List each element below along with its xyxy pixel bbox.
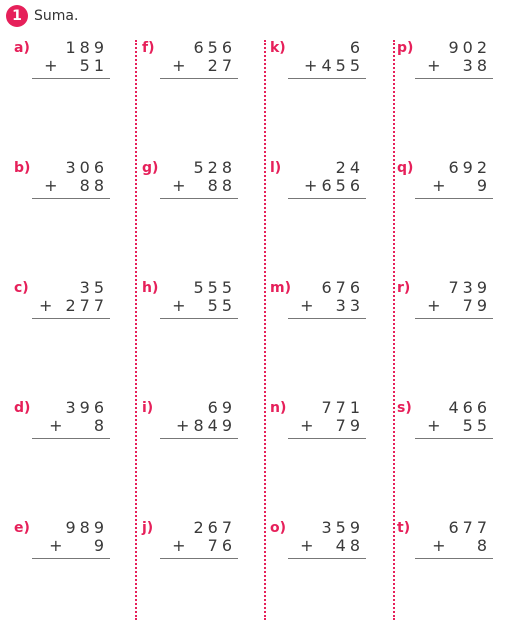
second-addend: + 33 — [300, 296, 364, 315]
second-addend: + 79 — [300, 416, 364, 435]
second-addend: + 48 — [300, 536, 364, 555]
sum-line — [160, 558, 238, 559]
sum-line — [160, 318, 238, 319]
first-addend: 69 — [207, 398, 236, 417]
first-addend: 692 — [448, 158, 491, 177]
column-divider — [264, 40, 266, 620]
second-addend: + 9 — [49, 536, 108, 555]
exercise-label: q) — [397, 160, 414, 176]
second-addend: + 55 — [172, 296, 236, 315]
first-addend: 989 — [65, 518, 108, 537]
sum-line — [415, 78, 493, 79]
second-addend: +656 — [304, 176, 364, 195]
sum-line — [32, 78, 110, 79]
addition-exercise — [14, 278, 114, 328]
addition-exercise — [270, 398, 370, 448]
second-addend: + 38 — [427, 56, 491, 75]
addition-exercise — [142, 158, 242, 208]
second-addend: + 8 — [49, 416, 108, 435]
second-addend: + 88 — [172, 176, 236, 195]
sum-line — [32, 198, 110, 199]
sum-line — [415, 198, 493, 199]
sum-line — [288, 558, 366, 559]
exercise-label: b) — [14, 160, 31, 176]
exercise-label: p) — [397, 40, 414, 56]
column-divider — [135, 40, 137, 620]
addition-exercise — [14, 158, 114, 208]
sum-line — [160, 438, 238, 439]
first-addend: 267 — [193, 518, 236, 537]
second-addend: + 51 — [44, 56, 108, 75]
addition-exercise — [270, 158, 370, 208]
exercise-label: s) — [397, 400, 412, 416]
exercise-label: t) — [397, 520, 411, 536]
first-addend: 676 — [321, 278, 364, 297]
exercise-label: d) — [14, 400, 31, 416]
exercise-label: h) — [142, 280, 159, 296]
sum-line — [160, 198, 238, 199]
exercise-label: l) — [270, 160, 282, 176]
first-addend: 35 — [79, 278, 108, 297]
addition-exercise — [270, 278, 370, 328]
addition-exercise — [14, 38, 114, 88]
first-addend: 739 — [448, 278, 491, 297]
first-addend: 466 — [448, 398, 491, 417]
first-addend: 528 — [193, 158, 236, 177]
sum-line — [415, 438, 493, 439]
exercise-header — [6, 4, 78, 28]
exercise-label: m) — [270, 280, 291, 296]
exercise-label: g) — [142, 160, 159, 176]
exercise-label: n) — [270, 400, 287, 416]
first-addend: 771 — [321, 398, 364, 417]
addition-exercise — [397, 398, 497, 448]
addition-exercise — [142, 278, 242, 328]
first-addend: 396 — [65, 398, 108, 417]
addition-exercise — [397, 518, 497, 568]
second-addend: + 27 — [172, 56, 236, 75]
exercise-number-badge: 1 — [6, 5, 28, 27]
sum-line — [415, 558, 493, 559]
exercise-label: a) — [14, 40, 30, 56]
second-addend: + 8 — [432, 536, 491, 555]
addition-exercise — [142, 38, 242, 88]
first-addend: 555 — [193, 278, 236, 297]
second-addend: + 9 — [432, 176, 491, 195]
exercise-label: r) — [397, 280, 411, 296]
exercise-label: k) — [270, 40, 286, 56]
second-addend: + 88 — [44, 176, 108, 195]
sum-line — [32, 438, 110, 439]
addition-exercise — [14, 398, 114, 448]
addition-exercise — [14, 518, 114, 568]
first-addend: 656 — [193, 38, 236, 57]
exercise-label: i) — [142, 400, 154, 416]
second-addend: +849 — [176, 416, 236, 435]
sum-line — [288, 198, 366, 199]
sum-line — [32, 318, 110, 319]
first-addend: 902 — [448, 38, 491, 57]
first-addend: 189 — [65, 38, 108, 57]
addition-exercise — [270, 518, 370, 568]
second-addend: + 277 — [38, 296, 108, 315]
instruction-text: Suma. — [34, 8, 79, 24]
first-addend: 677 — [448, 518, 491, 537]
second-addend: +455 — [304, 56, 364, 75]
exercise-label: c) — [14, 280, 29, 296]
addition-exercise — [142, 398, 242, 448]
sum-line — [32, 558, 110, 559]
addition-exercise — [397, 38, 497, 88]
addition-exercise — [397, 158, 497, 208]
exercise-label: f) — [142, 40, 155, 56]
sum-line — [415, 318, 493, 319]
addition-exercise — [142, 518, 242, 568]
first-addend: 306 — [65, 158, 108, 177]
sum-line — [288, 78, 366, 79]
first-addend: 24 — [335, 158, 364, 177]
second-addend: + 55 — [427, 416, 491, 435]
addition-exercise — [397, 278, 497, 328]
sum-line — [288, 318, 366, 319]
first-addend: 6 — [349, 38, 364, 57]
column-divider — [393, 40, 395, 620]
second-addend: + 76 — [172, 536, 236, 555]
exercise-label: j) — [142, 520, 154, 536]
addition-exercise — [270, 38, 370, 88]
first-addend: 359 — [321, 518, 364, 537]
second-addend: + 79 — [427, 296, 491, 315]
sum-line — [160, 78, 238, 79]
exercise-label: o) — [270, 520, 287, 536]
sum-line — [288, 438, 366, 439]
exercise-label: e) — [14, 520, 30, 536]
